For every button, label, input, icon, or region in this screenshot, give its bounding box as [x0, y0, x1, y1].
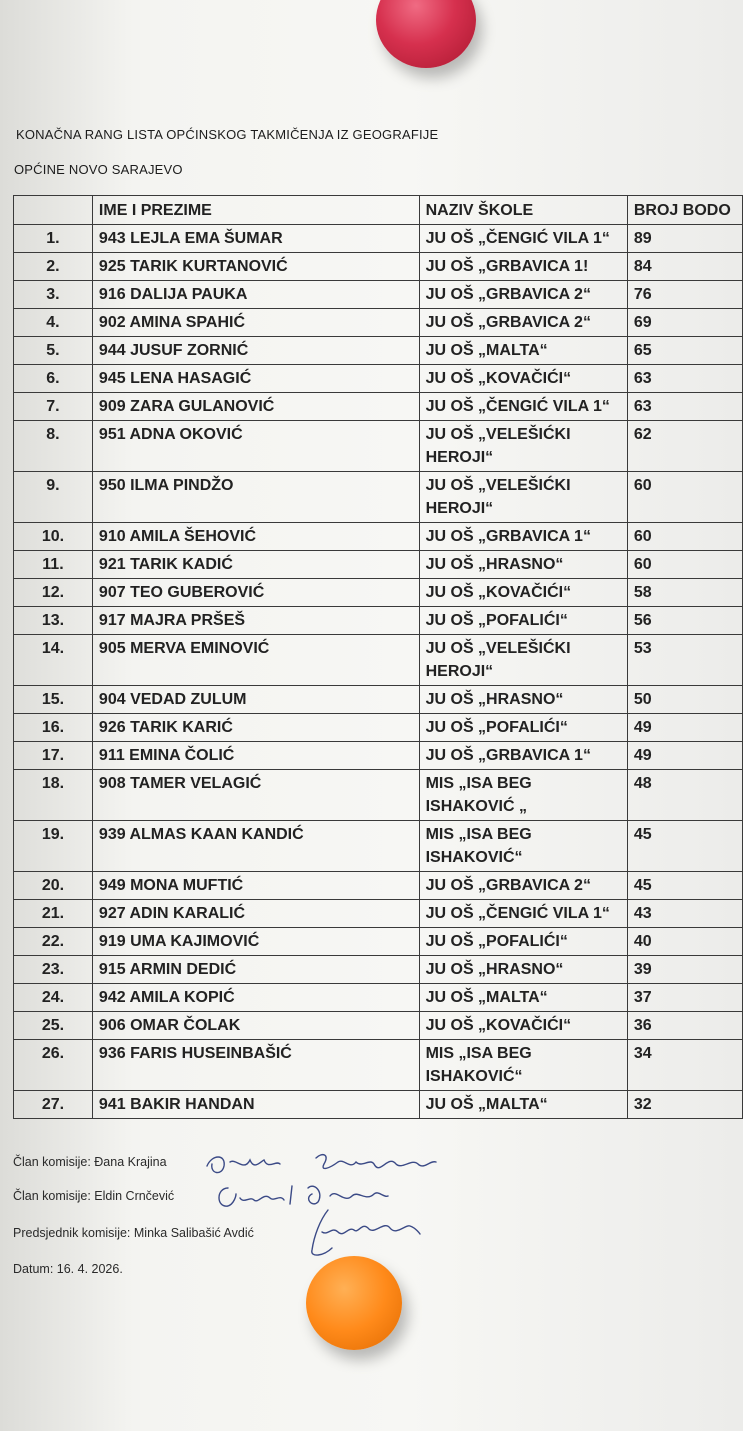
name-cell: 950 ILMA PINDŽO [92, 472, 419, 523]
table-row [14, 365, 743, 393]
table-header-row [14, 196, 743, 225]
table-row [14, 1091, 743, 1119]
table-row [14, 686, 743, 714]
school-cell: JU OŠ „VELEŠIĆKI HEROJI“ [419, 635, 627, 686]
points-cell: 60 [627, 523, 742, 551]
rank-cell: 9. [14, 472, 93, 523]
document-date: Datum: 16. 4. 2026. [13, 1262, 123, 1276]
name-cell: 941 BAKIR HANDAN [92, 1091, 419, 1119]
rank-cell: 3. [14, 281, 93, 309]
school-cell: JU OŠ „ČENGIĆ VILA 1“ [419, 393, 627, 421]
name-cell: 915 ARMIN DEDIĆ [92, 956, 419, 984]
signature-1 [204, 1148, 440, 1180]
points-cell: 60 [627, 472, 742, 523]
table-row [14, 635, 743, 686]
header-points: BROJ BODO [627, 196, 742, 225]
points-cell: 39 [627, 956, 742, 984]
points-cell: 48 [627, 770, 742, 821]
table-row [14, 421, 743, 472]
red-pushpin [376, 0, 476, 68]
rank-cell: 26. [14, 1040, 93, 1091]
table-row [14, 742, 743, 770]
points-cell: 43 [627, 900, 742, 928]
table-row [14, 225, 743, 253]
rank-cell: 22. [14, 928, 93, 956]
rank-cell: 18. [14, 770, 93, 821]
points-cell: 32 [627, 1091, 742, 1119]
rank-cell: 2. [14, 253, 93, 281]
table-row [14, 1012, 743, 1040]
school-cell: JU OŠ „KOVAČIĆI“ [419, 579, 627, 607]
points-cell: 49 [627, 742, 742, 770]
school-cell: JU OŠ „ČENGIĆ VILA 1“ [419, 225, 627, 253]
table-row [14, 900, 743, 928]
committee-member-1: Član komisije: Đana Krajina [13, 1155, 167, 1169]
document-title: KONAČNA RANG LISTA OPĆINSKOG TAKMIČENJA IZ GEOGRAFIJE [16, 127, 439, 142]
name-cell: 921 TARIK KADIĆ [92, 551, 419, 579]
rank-cell: 15. [14, 686, 93, 714]
committee-member-2: Član komisije: Eldin Crnčević [13, 1189, 175, 1203]
rank-cell: 4. [14, 309, 93, 337]
rank-cell: 5. [14, 337, 93, 365]
points-cell: 62 [627, 421, 742, 472]
name-cell: 939 ALMAS KAAN KANDIĆ [92, 821, 419, 872]
rank-cell: 11. [14, 551, 93, 579]
rank-cell: 24. [14, 984, 93, 1012]
points-cell: 34 [627, 1040, 742, 1091]
school-cell: JU OŠ „POFALIĆI“ [419, 607, 627, 635]
name-cell: 908 TAMER VELAGIĆ [92, 770, 419, 821]
ranking-table [13, 195, 743, 1119]
points-cell: 56 [627, 607, 742, 635]
points-cell: 76 [627, 281, 742, 309]
school-cell: JU OŠ „POFALIĆI“ [419, 928, 627, 956]
header-rank [14, 196, 93, 225]
header-name: IME I PREZIME [92, 196, 419, 225]
rank-cell: 21. [14, 900, 93, 928]
points-cell: 60 [627, 551, 742, 579]
school-cell: JU OŠ „GRBAVICA 2“ [419, 281, 627, 309]
table-row [14, 523, 743, 551]
name-cell: 904 VEDAD ZULUM [92, 686, 419, 714]
table-row [14, 337, 743, 365]
school-cell: MIS „ISA BEG ISHAKOVIĆ „ [419, 770, 627, 821]
rank-cell: 13. [14, 607, 93, 635]
school-cell: JU OŠ „VELEŠIĆKI HEROJI“ [419, 421, 627, 472]
table-row [14, 281, 743, 309]
points-cell: 49 [627, 714, 742, 742]
rank-cell: 1. [14, 225, 93, 253]
school-cell: JU OŠ „HRASNO“ [419, 956, 627, 984]
name-cell: 907 TEO GUBEROVIĆ [92, 579, 419, 607]
rank-cell: 16. [14, 714, 93, 742]
points-cell: 45 [627, 872, 742, 900]
school-cell: JU OŠ „KOVAČIĆI“ [419, 365, 627, 393]
rank-cell: 10. [14, 523, 93, 551]
name-cell: 943 LEJLA EMA ŠUMAR [92, 225, 419, 253]
school-cell: JU OŠ „HRASNO“ [419, 551, 627, 579]
name-cell: 919 UMA KAJIMOVIĆ [92, 928, 419, 956]
school-cell: JU OŠ „MALTA“ [419, 337, 627, 365]
points-cell: 40 [627, 928, 742, 956]
school-cell: JU OŠ „ČENGIĆ VILA 1“ [419, 900, 627, 928]
table-row [14, 956, 743, 984]
table-row [14, 393, 743, 421]
name-cell: 909 ZARA GULANOVIĆ [92, 393, 419, 421]
school-cell: MIS „ISA BEG ISHAKOVIĆ“ [419, 1040, 627, 1091]
school-cell: JU OŠ „MALTA“ [419, 1091, 627, 1119]
points-cell: 84 [627, 253, 742, 281]
school-cell: JU OŠ „HRASNO“ [419, 686, 627, 714]
name-cell: 951 ADNA OKOVIĆ [92, 421, 419, 472]
table-row [14, 770, 743, 821]
school-cell: JU OŠ „GRBAVICA 1“ [419, 523, 627, 551]
name-cell: 906 OMAR ČOLAK [92, 1012, 419, 1040]
points-cell: 37 [627, 984, 742, 1012]
name-cell: 949 MONA MUFTIĆ [92, 872, 419, 900]
points-cell: 36 [627, 1012, 742, 1040]
orange-pushpin [306, 1256, 402, 1350]
rank-cell: 14. [14, 635, 93, 686]
ranking-table-body [14, 225, 743, 1119]
table-row [14, 551, 743, 579]
school-cell: JU OŠ „MALTA“ [419, 984, 627, 1012]
table-row [14, 821, 743, 872]
table-row [14, 579, 743, 607]
document-subtitle: OPĆINE NOVO SARAJEVO [14, 162, 183, 177]
table-row [14, 714, 743, 742]
rank-cell: 20. [14, 872, 93, 900]
school-cell: JU OŠ „GRBAVICA 1! [419, 253, 627, 281]
school-cell: JU OŠ „POFALIĆI“ [419, 714, 627, 742]
name-cell: 936 FARIS HUSEINBAŠIĆ [92, 1040, 419, 1091]
signature-3 [298, 1206, 424, 1260]
name-cell: 905 MERVA EMINOVIĆ [92, 635, 419, 686]
rank-cell: 27. [14, 1091, 93, 1119]
name-cell: 945 LENA HASAGIĆ [92, 365, 419, 393]
school-cell: MIS „ISA BEG ISHAKOVIĆ“ [419, 821, 627, 872]
rank-cell: 19. [14, 821, 93, 872]
header-school: NAZIV ŠKOLE [419, 196, 627, 225]
rank-cell: 25. [14, 1012, 93, 1040]
points-cell: 50 [627, 686, 742, 714]
rank-cell: 8. [14, 421, 93, 472]
rank-cell: 12. [14, 579, 93, 607]
rank-cell: 17. [14, 742, 93, 770]
name-cell: 944 JUSUF ZORNIĆ [92, 337, 419, 365]
rank-cell: 6. [14, 365, 93, 393]
table-row [14, 309, 743, 337]
table-row [14, 607, 743, 635]
table-row [14, 253, 743, 281]
points-cell: 69 [627, 309, 742, 337]
school-cell: JU OŠ „GRBAVICA 2“ [419, 872, 627, 900]
name-cell: 902 AMINA SPAHIĆ [92, 309, 419, 337]
name-cell: 925 TARIK KURTANOVIĆ [92, 253, 419, 281]
table-row [14, 984, 743, 1012]
points-cell: 53 [627, 635, 742, 686]
name-cell: 942 AMILA KOPIĆ [92, 984, 419, 1012]
name-cell: 917 MAJRA PRŠEŠ [92, 607, 419, 635]
table-row [14, 928, 743, 956]
school-cell: JU OŠ „GRBAVICA 1“ [419, 742, 627, 770]
school-cell: JU OŠ „VELEŠIĆKI HEROJI“ [419, 472, 627, 523]
committee-president: Predsjednik komisije: Minka Salibašić Avdić [13, 1226, 254, 1240]
name-cell: 916 DALIJA PAUKA [92, 281, 419, 309]
rank-cell: 23. [14, 956, 93, 984]
points-cell: 63 [627, 365, 742, 393]
table-row [14, 872, 743, 900]
name-cell: 910 AMILA ŠEHOVIĆ [92, 523, 419, 551]
points-cell: 58 [627, 579, 742, 607]
name-cell: 927 ADIN KARALIĆ [92, 900, 419, 928]
points-cell: 63 [627, 393, 742, 421]
points-cell: 45 [627, 821, 742, 872]
school-cell: JU OŠ „KOVAČIĆI“ [419, 1012, 627, 1040]
rank-cell: 7. [14, 393, 93, 421]
table-row [14, 1040, 743, 1091]
name-cell: 926 TARIK KARIĆ [92, 714, 419, 742]
table-row [14, 472, 743, 523]
points-cell: 89 [627, 225, 742, 253]
school-cell: JU OŠ „GRBAVICA 2“ [419, 309, 627, 337]
points-cell: 65 [627, 337, 742, 365]
name-cell: 911 EMINA ČOLIĆ [92, 742, 419, 770]
